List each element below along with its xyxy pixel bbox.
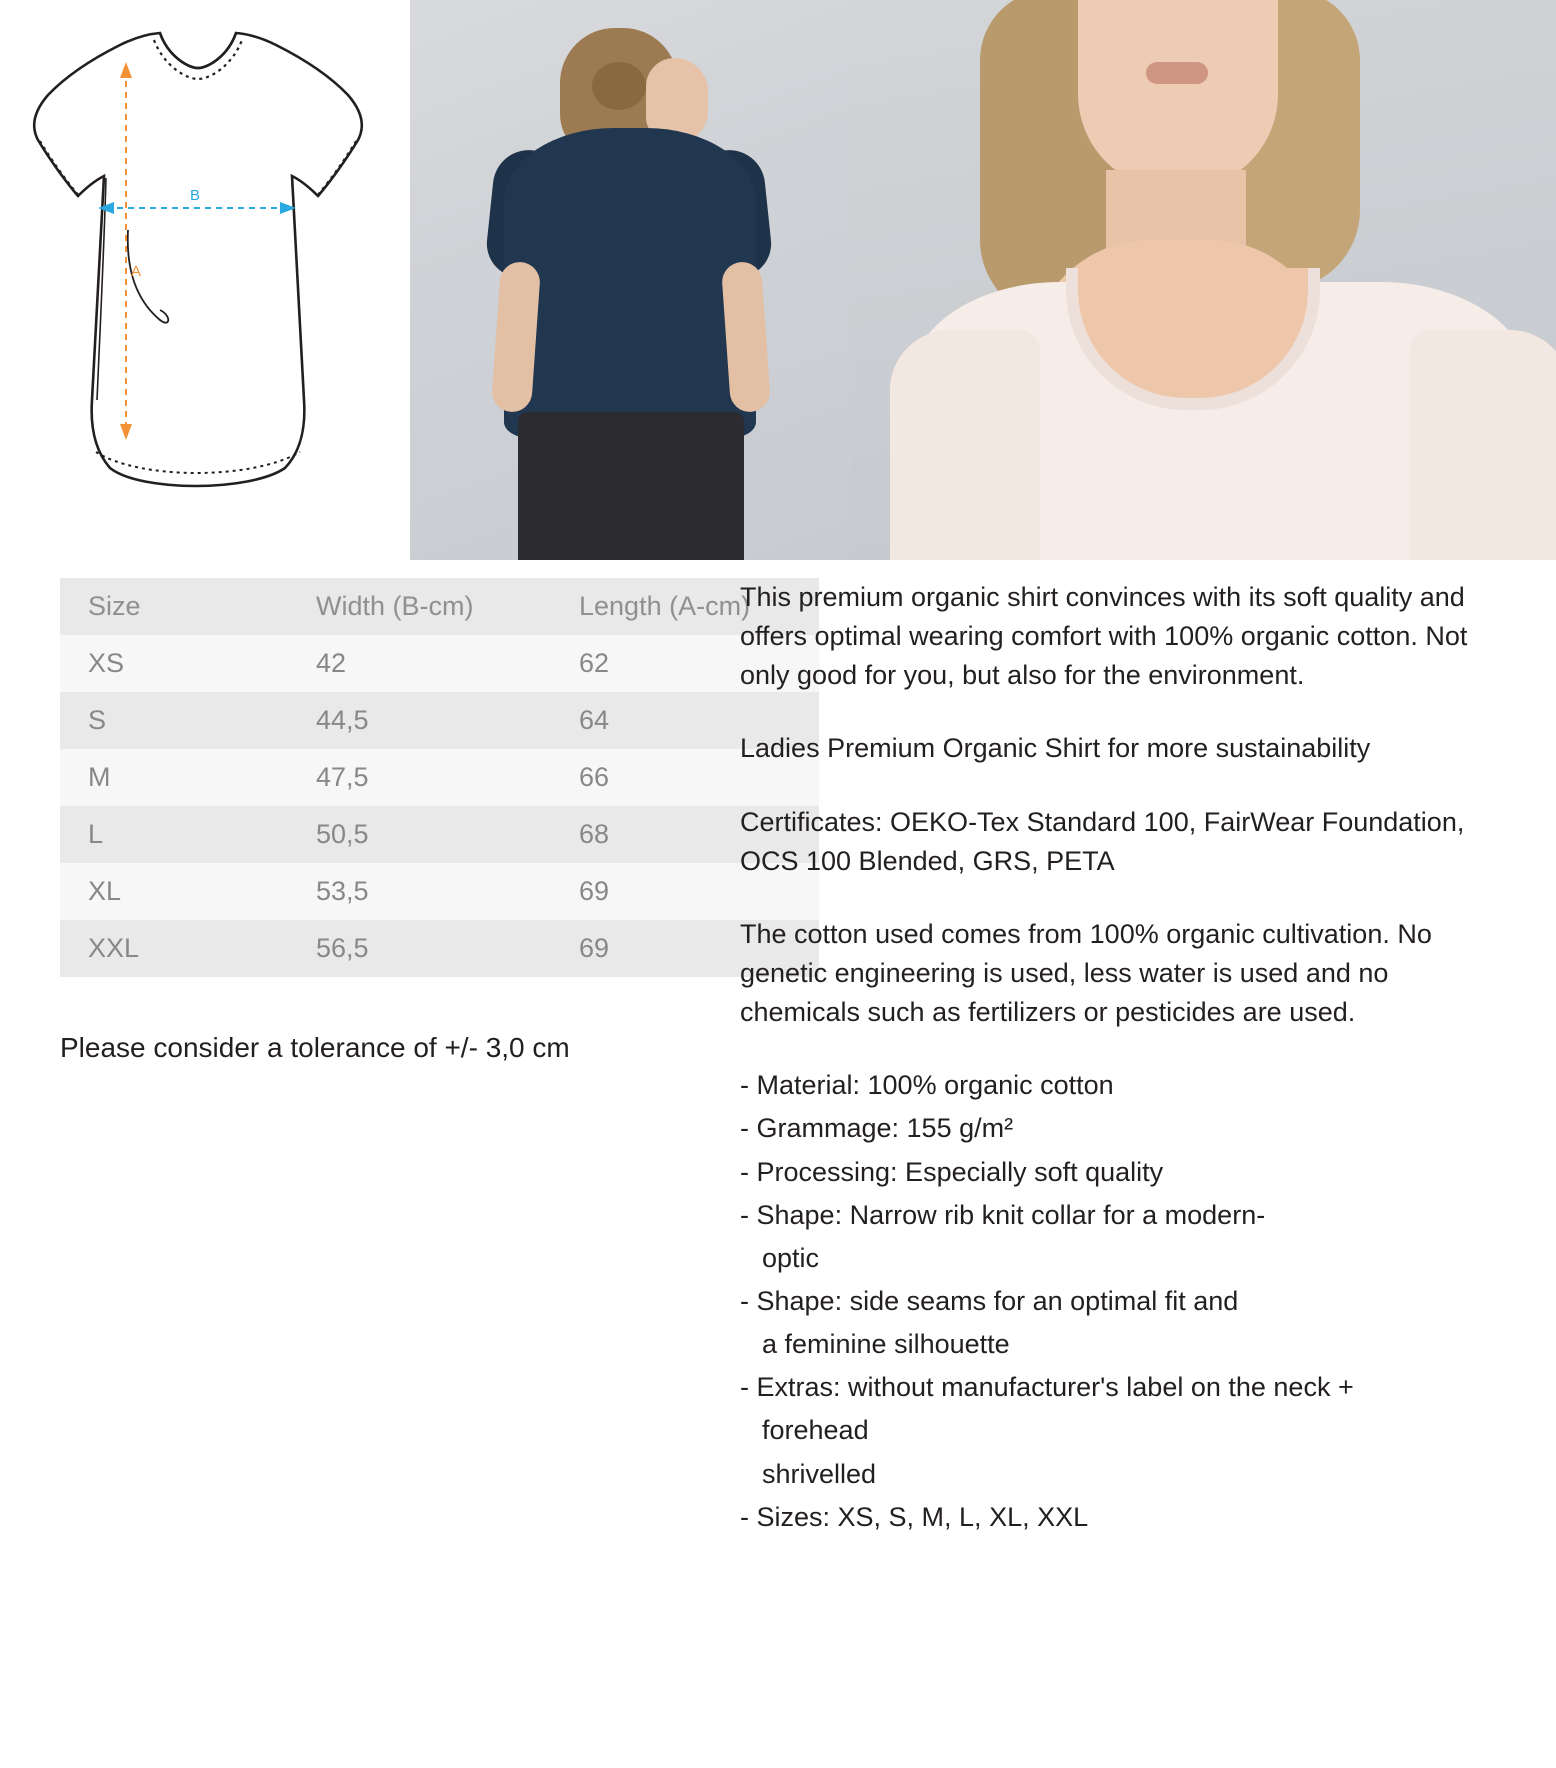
spec-shape-collar-cont: optic — [762, 1242, 820, 1273]
cell-width: 53,5 — [316, 876, 369, 906]
cell-size: XS — [88, 648, 125, 678]
cell-length: 64 — [579, 705, 610, 735]
description-paragraph-certificates: Certificates: OEKO-Tex Standard 100, FairWear Foundation, OCS 100 Blended, GRS, PETA — [740, 806, 1465, 876]
shirt-shoulder-left — [890, 330, 1040, 560]
spec-grammage: - Grammage: 155 g/m² — [740, 1113, 1014, 1144]
cell-width: 47,5 — [316, 762, 369, 792]
table-row — [60, 920, 819, 977]
cell-width: 44,5 — [316, 705, 369, 735]
cell-width: 56,5 — [316, 933, 369, 963]
shirt-shoulder-right — [1410, 330, 1556, 560]
cell-size: XXL — [88, 933, 140, 963]
spec-sizes: - Sizes: XS, S, M, L, XL, XXL — [740, 1501, 1089, 1532]
description-paragraph-intro: This premium organic shirt convinces with its soft quality and offers optimal wearing comfort with 100% organic cotton. Not only good for you, but also for the environment. — [740, 582, 1468, 691]
table-header-row — [60, 578, 819, 635]
size-table — [60, 578, 819, 977]
description-section — [740, 578, 1556, 1541]
table-row — [60, 749, 819, 806]
model-jeans — [518, 412, 744, 560]
cell-length: 68 — [579, 819, 610, 849]
column-header-size: Size — [88, 591, 141, 621]
spec-extras-cont-1: forehead — [762, 1415, 869, 1446]
technical-drawing — [0, 0, 410, 560]
column-header-width: Width (B-cm) — [316, 591, 474, 621]
spec-extras: - Extras: without manufacturer's label on the neck + — [740, 1372, 1354, 1403]
cell-length: 62 — [579, 648, 610, 678]
cell-size: M — [88, 762, 111, 792]
product-details — [0, 578, 1556, 1541]
column-header-length: Length (A-cm) — [579, 591, 751, 621]
spec-processing: - Processing: Especially soft quality — [740, 1156, 1164, 1187]
spec-shape-seams: - Shape: side seams for an optimal fit and — [740, 1285, 1239, 1316]
spec-extras-cont-2: shrivelled — [762, 1458, 877, 1489]
cell-length: 69 — [579, 933, 610, 963]
spec-shape-seams-cont: a feminine silhouette — [762, 1329, 1010, 1360]
product-photo-front-closeup — [850, 0, 1556, 560]
cell-size: S — [88, 705, 107, 735]
spec-list — [740, 1066, 1506, 1537]
description-paragraph-tagline: Ladies Premium Organic Shirt for more sustainability — [740, 733, 1371, 764]
product-image-strip — [0, 0, 1556, 560]
cell-width: 42 — [316, 648, 347, 678]
size-chart-section — [0, 578, 751, 1541]
spec-material: - Material: 100% organic cotton — [740, 1070, 1114, 1101]
description-paragraph-cotton: The cotton used comes from 100% organic cultivation. No genetic engineering is used, less water is used and no chemicals such as fertilizers or pesticides are used. — [740, 918, 1432, 1028]
model-lips — [1146, 62, 1208, 84]
product-photo-back-view — [410, 0, 850, 560]
model-hair-bun — [592, 62, 646, 110]
cell-size: XL — [88, 876, 122, 906]
cell-width: 50,5 — [316, 819, 369, 849]
table-row — [60, 692, 819, 749]
spec-shape-collar: - Shape: Narrow rib knit collar for a modern- — [740, 1199, 1266, 1230]
navy-tshirt — [504, 128, 756, 438]
model-chin — [1078, 0, 1278, 190]
measure-label-b: B — [190, 187, 201, 204]
cell-size: L — [88, 819, 104, 849]
tolerance-note: Please consider a tolerance of +/- 3,0 cm — [60, 1032, 570, 1063]
cell-length: 69 — [579, 876, 610, 906]
measure-label-a: A — [131, 263, 142, 280]
table-row — [60, 863, 819, 920]
cell-length: 66 — [579, 762, 610, 792]
tshirt-line-art-icon — [0, 0, 410, 560]
table-row — [60, 635, 819, 692]
table-row — [60, 806, 819, 863]
